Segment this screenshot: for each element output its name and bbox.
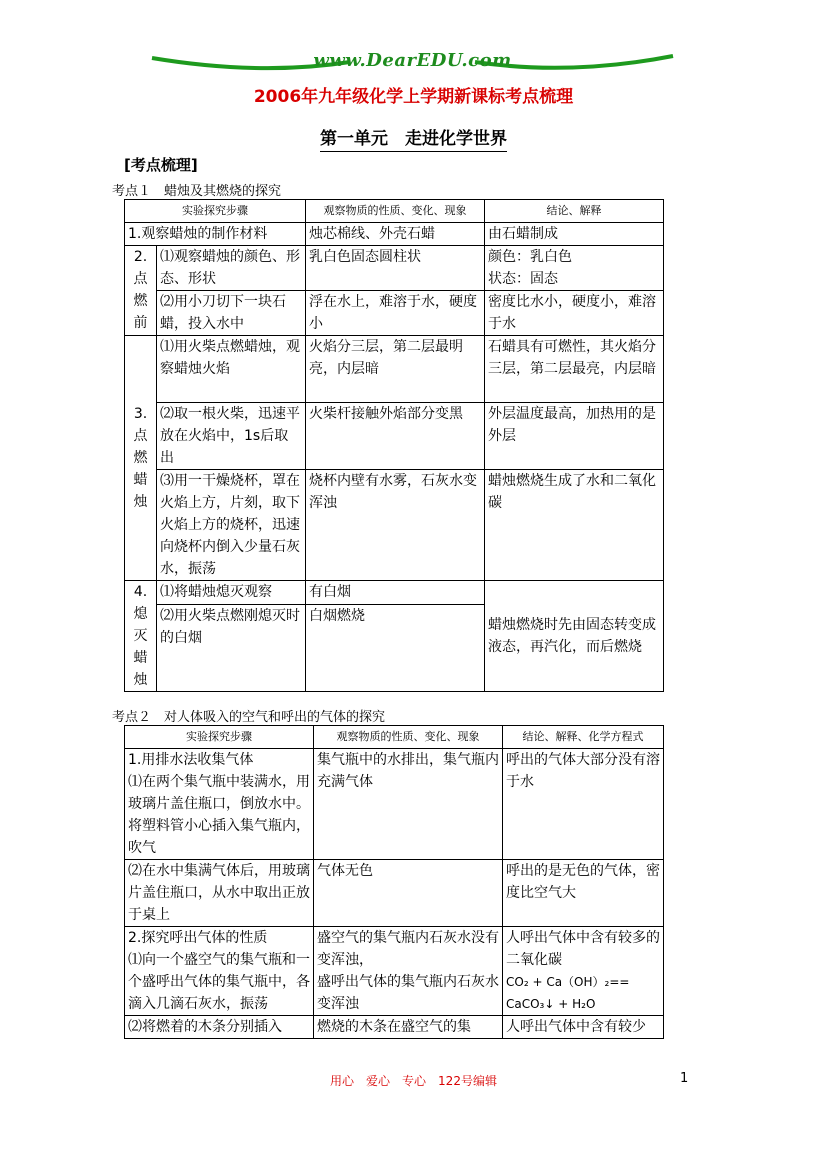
header-cell: 观察物质的性质、变化、现象 [306,200,485,223]
conclusion-cell: 石蜡具有可燃性，其火焰分三层，第二层最亮，内层暗 [485,336,664,403]
group-label-cell: 4. 熄 灭 蜡 烛 [125,581,157,692]
observation-cell: 燃烧的木条在盛空气的集 [314,1016,503,1039]
table-row [125,336,664,403]
step-cell: ⑵在水中集满气体后，用玻璃片盖住瓶口，从水中取出正放于桌上 [125,860,314,927]
observation-cell: 火柴杆接触外焰部分变黑 [306,403,485,470]
footer-text: 用心 爱心 专心 122号编辑 [330,1074,497,1088]
step-cell: ⑴用火柴点燃蜡烛，观察蜡烛火焰 [157,336,306,403]
table-row [125,246,664,291]
table-row [125,860,664,927]
observation-cell: 浮在水上，难溶于水，硬度小 [306,291,485,336]
header-cell: 结论、解释 [485,200,664,223]
conclusion-cell: 由石蜡制成 [485,223,664,246]
header-cell: 观察物质的性质、变化、现象 [314,726,503,749]
step-cell: 1.观察蜡烛的制作材料 [125,223,306,246]
step-cell: ⑴将蜡烛熄灭观察 [157,581,306,605]
observation-cell: 乳白色固态圆柱状 [306,246,485,291]
table-row [125,581,664,605]
observation-cell: 气体无色 [314,860,503,927]
step-cell: ⑵取一根火柴，迅速平放在火焰中，1s后取出 [157,403,306,470]
conclusion-cell: 颜色：乳白色 状态：固态 [485,246,664,291]
equation-line-2: CaCO₃↓ + H₂O [506,997,596,1011]
table-header-row [125,726,664,749]
kaodian1-label: 考点１ 蜡烛及其燃烧的探究 [112,184,282,199]
document-title: 2006年九年级化学上学期新课标考点梳理 [253,87,574,107]
observation-cell: 盛空气的集气瓶内石灰水没有变浑浊， 盛呼出气体的集气瓶内石灰水变浑浊 [314,927,503,1016]
site-logo [150,50,675,78]
logo-text: www.DearEDU.com [313,50,512,71]
section-label: [考点梳理] [124,156,198,174]
step-cell: 2.探究呼出气体的性质 ⑴向一个盛空气的集气瓶和一个盛呼出气体的集气瓶中，各滴入几滴石灰水，振荡 [125,927,314,1016]
table-row [125,223,664,246]
observation-cell: 烛芯棉线、外壳石蜡 [306,223,485,246]
table-row [125,1016,664,1039]
kaodian2-label: 考点２ 对人体吸入的空气和呼出的气体的探究 [112,710,386,725]
observation-cell: 火焰分三层，第二层最明亮，内层暗 [306,336,485,403]
unit-title-text: 第一单元 走进化学世界 [320,129,507,152]
conclusion-text: 人呼出气体中含有较多的二氧化碳 [506,930,660,968]
table-header-row [125,200,664,223]
equation-line-1: CO₂ + Ca（OH）₂== [506,975,630,989]
observation-cell: 有白烟 [306,581,485,605]
step-cell: 1.用排水法收集气体 ⑴在两个集气瓶中装满水，用玻璃片盖住瓶口，倒放水中。将塑料管小心插入集气瓶内，吹气 [125,749,314,860]
conclusion-cell: 密度比水小，硬度小，难溶于水 [485,291,664,336]
step-cell: ⑶用一干燥烧杯，罩在火焰上方，片刻，取下火焰上方的烧杯，迅速向烧杯内倒入少量石灰水，振荡 [157,470,306,581]
step-cell: ⑵用小刀切下一块石蜡，投入水中 [157,291,306,336]
table-row [125,927,664,1016]
conclusion-cell [503,927,664,1016]
conclusion-cell: 外层温度最高，加热用的是外层 [485,403,664,470]
observation-cell: 集气瓶中的水排出，集气瓶内充满气体 [314,749,503,860]
conclusion-cell: 呼出的气体大部分没有溶于水 [503,749,664,860]
conclusion-cell: 人呼出气体中含有较少 [503,1016,664,1039]
table-row [125,749,664,860]
group-label-cell: 2. 点 燃 前 [125,246,157,336]
conclusion-cell: 蜡烛燃烧时先由固态转变成液态，再汽化，而后燃烧 [485,581,664,692]
step-cell: ⑴观察蜡烛的颜色、形态、形状 [157,246,306,291]
step-cell: ⑵用火柴点燃刚熄灭时的白烟 [157,605,306,692]
table-row [125,403,664,470]
table-row [125,291,664,336]
kaodian2-table [124,725,664,1039]
unit-title [0,124,827,149]
table-row [125,470,664,581]
conclusion-cell: 蜡烛燃烧生成了水和二氧化碳 [485,470,664,581]
header-cell: 结论、解释、化学方程式 [503,726,664,749]
observation-cell: 白烟燃烧 [306,605,485,692]
group-label-cell: 3. 点 燃 蜡 烛 [125,336,157,581]
step-cell: ⑵将燃着的木条分别插入 [125,1016,314,1039]
page-number: 1 [680,1071,689,1086]
header-cell: 实验探究步骤 [125,726,314,749]
conclusion-cell: 呼出的是无色的气体，密度比空气大 [503,860,664,927]
header-cell: 实验探究步骤 [125,200,306,223]
kaodian1-table [124,199,664,692]
observation-cell: 烧杯内壁有水雾，石灰水变浑浊 [306,470,485,581]
